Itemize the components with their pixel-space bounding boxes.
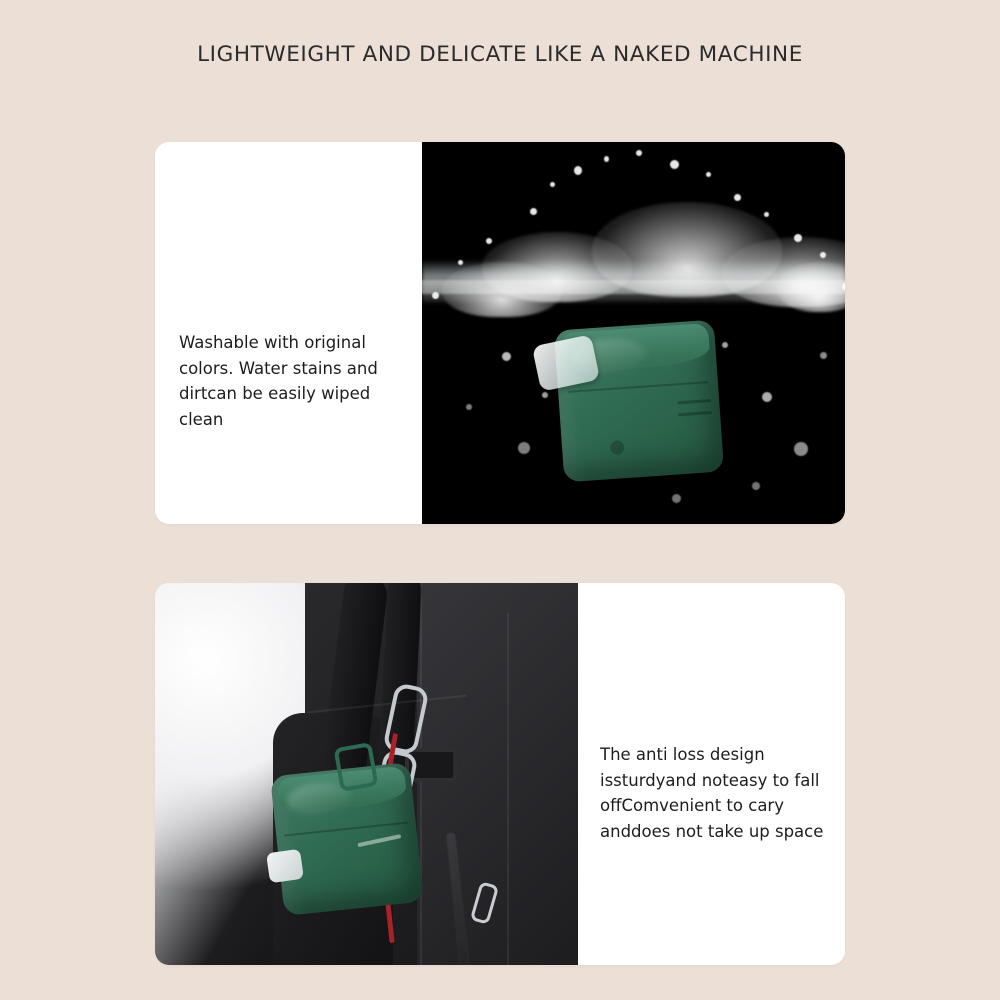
feature-card-anti-loss (155, 583, 845, 965)
feature-card-washable-caption: Washable with original colors. Water stains and dirtcan be easily wiped clean (179, 333, 378, 429)
feature-card-anti-loss-text-pane (578, 583, 845, 965)
feature-card-washable (155, 142, 845, 524)
page-title: LIGHTWEIGHT AND DELICATE LIKE A NAKED MACHINE (197, 42, 803, 67)
device-clip-loop (333, 742, 378, 792)
feature-card-anti-loss-caption: The anti loss design issturdyand noteasy to fall offComvenient to cary anddoes not take up space (600, 745, 824, 841)
feature-card-anti-loss-photo (155, 583, 578, 965)
feature-card-washable-photo (422, 142, 845, 524)
feature-card-washable-text-pane (155, 142, 422, 524)
water-splash-illustration (422, 142, 845, 524)
device-lid-bag (266, 849, 304, 883)
